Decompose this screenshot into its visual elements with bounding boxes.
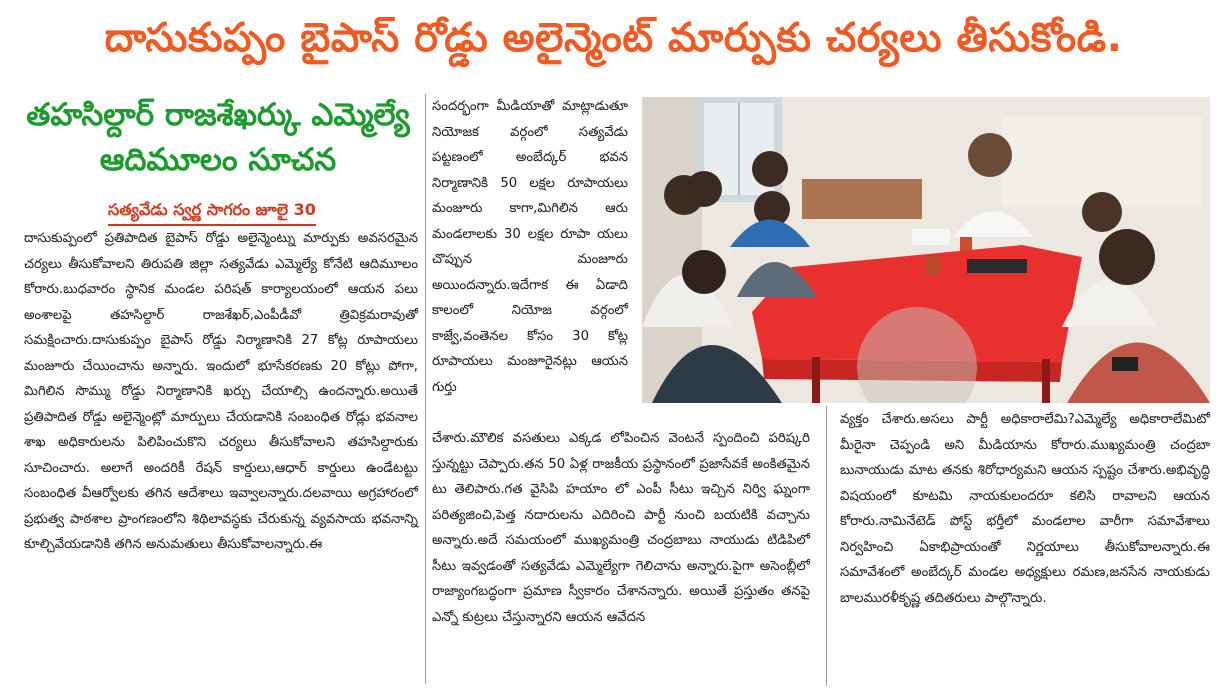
article-column-1: దాసుకుప్పంలో ప్రతిపాదిత బైపాస్ రోడ్డు అలైన్మెంట్ను మార్పుకు అవసరమైన చర్యలు తీసుకోవాలని తిరుపతి జిల్లా సత్యవేడు ఎమ్మెల్యే కోనేటి ఆదిమూలం కోరారు.బుధవారం స్థానిక మండల పరిషత్ కార్యాలయంలో ఆయన పలు అంశాలపై తహసిల్దార్ రాజశేఖర్,ఎంపీడీవో త్రివిక్రమరావుతో సమక్షించారు.దాసుకుప్పం బైపాస్ రోడ్డు నిర్మాణానికి 27 కోట్ల రూపాయలు మంజూరు చేయించాను అన్నారు. ఇందులో భూసేకరణకు 20 కోట్లు పోగా, మిగిలిన సొమ్ము రోడ్డు నిర్మాణానికి ఖర్చు చేయాల్సి ఉందన్నారు.అయితే ప్రతిపాదిత రోడ్డు అలైన్మెంట్లో మార్పులు చేయడానికి సంబంధిత రోడ్లు భవనాల శాఖ అధికారులను పిలిపించుకొని చర్యలు తీసుకోవాలని తహసిల్దారుకు సూచించారు. అలాగే అందరికీ రేషన్ కార్డులు,ఆధార్ కార్డులు ఉండేటట్టు సంబంధిత వీఆర్వోలకు తగిన ఆదేశాలు ఇవ్వాలన్నారు.దలవాయి అగ్రహారంలో ప్రభుత్వ పాఠశాల ప్రాంగణంలోని శిథిలావస్థకు చేరుకున్న వ్యవసాయ భవనాన్ని కూల్చివేయడానికి తగిన అనుమతులు తీసుకోవాలన్నారు.ఈ <box>24 231 418 552</box>
column-divider <box>826 406 827 686</box>
news-photo <box>642 97 1210 403</box>
article-column-3: వ్యక్తం చేశారు.అసలు పార్టీ అధికారాలేమి?ఎమ్మెల్యే అధికారాలేమిటో మీరైనా చెప్పండి అని మీడియాను కోరారు.ముఖ్యమంత్రి చంద్రబా బునాయుడు మాట తనకు శిరోధార్యమని ఆయన స్పష్టం చేశారు.అభివృద్ధి విషయంలో కూటమి నాయకులందరూ కలిసి రావాలని ఆయన కోరారు.నామినేటెడ్ పోస్ట్ భర్తీలో మండలాల వారీగా సమావేశాలు నిర్వహించి ఏకాభిప్రాయంతో నిర్ణయాలు తీసుకోవాలన్నారు.ఈ సమావేశంలో అంబేద్కర్ మండల అధ్యక్షులు రమణ,జనసేన నాయకుడు బాలమురళీకృష్ణ తదితరులు పాల్గొన్నారు. <box>840 412 1210 606</box>
subheadline-line2: ఆదిమూలం సూచన <box>99 142 337 178</box>
subheadline-line1: తహసిల్దార్ రాజశేఖర్కు ఎమ్మెల్యే <box>26 97 410 133</box>
meeting-photo-illustration <box>642 97 1210 403</box>
headline: దాసుకుప్పం బైపాస్ రోడ్డు అలైన్మెంట్ మార్పుకు చర్యలు తీసుకోండి. <box>104 15 1123 61</box>
article-column-2-bottom: చేశారు.మౌలిక వసతులు ఎక్కడ లోపించిన వెంటనే స్పందించి పరిష్కరి స్తున్నట్టు చెప్పారు.తన 50 ఏళ్ల రాజకీయ ప్రస్థానంలో ప్రజాసేవకే అంకితమైన టు తెలిపారు.గత వైసిపి హయాం లో ఎంపీ సీటు ఇచ్చిన నిర్వి ఘ్నంగా పరిత్యజించి,పెత్త నదారులను ఎదిరించి పార్టీ నుంచి బయటికి వచ్చాను అన్నారు.అదే సమయంలో ముఖ్యమంత్రి చంద్రబాబు నాయుడు టిడిపిలో సీటు ఇవ్వడంతో సత్యవేడు ఎమ్మెల్యేగా గెలిచాను అన్నారు.పైగా అసెంబ్లీలో రాజ్యాంగబద్ధంగా ప్రమాణ స్వీకారం చేశానన్నారు. అయితే ప్రస్తుతం తనపై ఎన్నో కుట్రలు చేస్తున్నారని ఆయన ఆవేదన <box>432 431 810 625</box>
column-divider <box>425 94 426 684</box>
subheadline <box>18 92 418 182</box>
dateline: సత్యవేడు స్వర్ణ సాగరం జూలై 30 <box>108 200 316 226</box>
article-column-2-top: సందర్భంగా మీడియాతో మాట్లాడుతూ నియోజక వర్గంలో సత్యవేడు పట్టణంలో అంబేద్కర్ భవన నిర్మాణానికి 50 లక్షల రూపాయలు మంజూరు కాగా,మిగిలిన ఆరు మండలాలకు 30 లక్షల రూపా యలు చొప్పున మంజూరు అయిందన్నారు.ఇదేగాక ఈ ఏడాది కాలంలో నియోజ వర్గంలో కాజ్వే,వంతెనల కోసం 30 కోట్ల రూపాయలు మంజూరైనట్లు ఆయన గుర్తు <box>432 99 628 395</box>
